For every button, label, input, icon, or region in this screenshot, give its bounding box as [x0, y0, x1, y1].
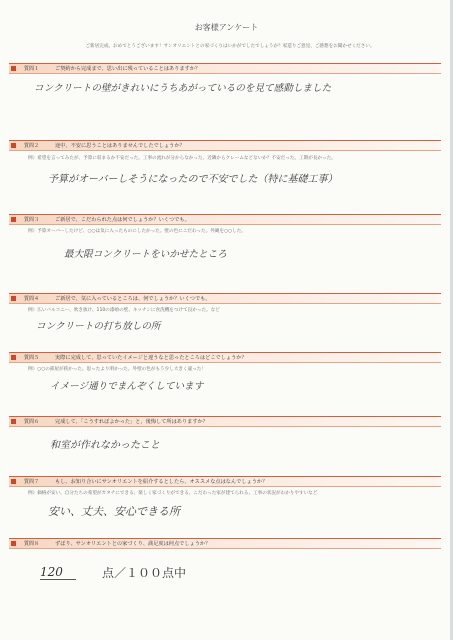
answer-7: 安い、丈夫、安心できる所 — [48, 505, 180, 518]
question-text: ご新居で、気に入っているところは、何でしょうか？いくつでも。 — [55, 296, 211, 302]
question-number: 質問４ — [24, 296, 40, 302]
bullet-square-icon — [11, 217, 16, 222]
example-5: 例）○○の部屋が狭かった。思ったより明かった。外壁の色がもう少し大きく違った！ — [28, 367, 206, 372]
question-6-bar — [9, 416, 441, 427]
answer-5: イメージ通りでまんぞくしています — [50, 381, 204, 392]
question-number: 質問２ — [24, 143, 40, 149]
question-2-bar — [9, 140, 441, 151]
question-7-bar — [9, 476, 441, 487]
bullet-square-icon — [11, 355, 16, 360]
question-4-bar — [9, 293, 441, 304]
example-3: 例）予算オーバーしたけど、○○は気に入ったものにしたかった。壁の色にこだわった。外観を○○した。 — [28, 229, 246, 234]
question-text: もし、お知り合いにサンオリエントを紹介するとしたら、オススメな点はなんでしょうか？ — [55, 479, 268, 485]
answer-4: コンクリートの打ち放しの所 — [36, 321, 161, 332]
question-number: 質問８ — [24, 541, 40, 547]
question-text: 完成して、「こうすればよかった」と、後悔して所はありますか？ — [55, 419, 208, 425]
answer-1: コンクリートの壁がきれいにうちあがっているのを見て感動しました — [34, 83, 332, 94]
score-value: 120 — [40, 565, 63, 579]
question-number: 質問６ — [24, 419, 40, 425]
bullet-square-icon — [11, 479, 16, 484]
score-underline — [40, 579, 76, 580]
bullet-square-icon — [11, 541, 16, 546]
question-3-bar — [9, 214, 441, 225]
question-8-bar — [9, 538, 441, 549]
question-text: 実際に完成して、思っていたイメージと違うなと思ったところはどこでしょうか？ — [55, 355, 247, 361]
bullet-square-icon — [11, 66, 16, 71]
example-2: 例）希望を言ってみたが、予算に収まるか不安だった。工事の流れが分からなかった。近隣からクレームなどないか？不安だった。工期が長かった。 — [28, 156, 336, 161]
question-text: ご契約から完成まで、思い出に残っていることはありますか？ — [55, 66, 201, 72]
question-number: 質問７ — [24, 479, 40, 485]
page-title: お客様アンケート — [194, 23, 259, 32]
question-text: 途中、不安に思うことはありませんでしたでしょうか？ — [55, 143, 185, 149]
example-4: 例）広いバルコニー、吹き抜け、110の漆喰の壁、キッチンに食洗機をつけて良かった。など — [28, 308, 220, 313]
question-number: 質問１ — [24, 66, 40, 72]
intro-text: ご新居完成、おめでとうございます！サンオリエントとの家づくりはいかがでしたでしょうか？家造りご意見、ご感想をお聞かせください。 — [85, 44, 375, 49]
bullet-square-icon — [11, 296, 16, 301]
question-text: ずばり、サンオリエントとの家づくり、満足度は何点でしょうか？ — [55, 541, 211, 547]
question-number: 質問３ — [24, 217, 40, 223]
answer-2: 予算がオーバーしそうになったので不安でした（特に基礎工事） — [48, 174, 338, 185]
answer-6: 和室が作れなかったこと — [50, 440, 160, 451]
example-7: 例）価格が安い、自分たちの希望がカタチにできる、楽しく家づくりができる、こだわった家が建てられる、工事の状況がわかりやすいなど — [28, 491, 318, 496]
question-5-bar — [9, 352, 441, 363]
bullet-square-icon — [11, 419, 16, 424]
question-1-bar — [9, 63, 441, 74]
answer-3: 最大限コンクリートをいかせたところ — [64, 249, 227, 260]
bullet-square-icon — [11, 143, 16, 148]
question-text: ご新居で、こだわられた点は何でしょうか？いくつでも。 — [55, 217, 190, 223]
question-number: 質問５ — [24, 355, 40, 361]
score-suffix: 点／１００点中 — [102, 566, 187, 580]
